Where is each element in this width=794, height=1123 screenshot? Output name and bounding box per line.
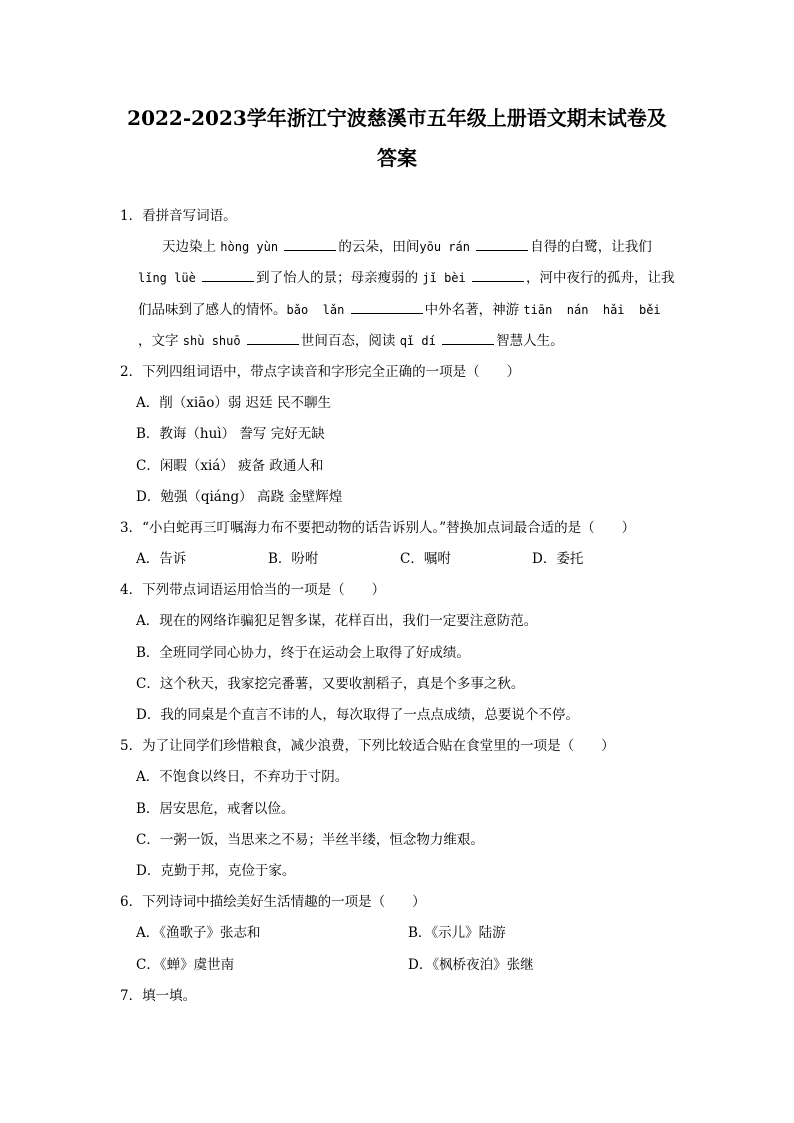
text: 天边染上 <box>162 239 221 256</box>
answer-blank[interactable] <box>202 267 254 282</box>
pinyin: bǎo lǎn <box>286 302 345 317</box>
answer-blank[interactable] <box>472 267 524 282</box>
text: 中外名著，神游 <box>424 301 524 318</box>
q1-line <box>120 263 680 294</box>
answer-blank[interactable] <box>442 330 494 345</box>
pinyin: jǐ bèi <box>422 271 466 286</box>
q2-option-a[interactable]: A．削（xiāo）弱 迟廷 民不聊生 <box>136 395 331 412</box>
q6-options-row <box>120 918 680 949</box>
text: 自得的白鹭，让我们 <box>530 239 652 256</box>
text: ，河中夜行的孤舟，让我 <box>526 270 675 287</box>
q3-option-b[interactable]: B．吩咐 <box>268 551 319 568</box>
document-title <box>0 98 794 178</box>
pinyin: tiān nán hǎi běi <box>523 302 661 317</box>
pinyin: shù shuō <box>182 333 241 348</box>
title-line-1: 2022-2023学年浙江宁波慈溪市五年级上册语文期末试卷及 <box>127 106 667 130</box>
text: 到了怡人的景；母亲瘦弱的 <box>256 270 423 287</box>
q5-option-a[interactable]: A．不饱食以终日，不弃功于寸阴。 <box>136 769 349 786</box>
q5-option-c[interactable]: C．一粥一饭，当思来之不易；半丝半缕，恒念物力维艰。 <box>136 831 484 848</box>
q2-option-d[interactable]: D．勉强（qiáng） 高跷 金壁辉煌 <box>136 488 343 505</box>
q4-option-a[interactable]: A．现在的网络诈骗犯足智多谋，花样百出，我们一定要注意防范。 <box>136 613 538 630</box>
q4-option-d[interactable]: D．我的同桌是个直言不讳的人，每次取得了一点点成绩，总要说个不停。 <box>136 707 579 723</box>
text: 的云朵，田间 <box>338 239 420 256</box>
q3-options <box>120 544 680 575</box>
text: 们品味到了感人的情怀。 <box>138 301 287 318</box>
q6-option-b[interactable]: B．《示儿》陆游 <box>408 925 506 942</box>
q2-stem: 2．下列四组词语中，带点字读音和字形完全正确的一项是（ ） <box>120 363 521 380</box>
q2-option-c[interactable]: C．闲暇（xiá） 疲备 政通人和 <box>136 457 324 474</box>
q6-option-a[interactable]: A．《渔歌子》张志和 <box>136 925 261 942</box>
q6-options-row <box>120 950 680 981</box>
title-line-2: 答案 <box>377 146 417 170</box>
pinyin: lǐng lüè <box>138 271 196 286</box>
q1-line <box>120 232 680 263</box>
text: 世间百态，阅读 <box>300 332 400 349</box>
q2-option-b[interactable]: B．教诲（huì） 誊写 完好无缺 <box>136 426 325 443</box>
q3-stem: 3．“小白蛇再三叮嘱海力布不要把动物的话告诉别人。”替换加点词最合适的是（ ） <box>120 519 636 536</box>
q1-line <box>120 326 680 357</box>
question-list <box>120 201 680 1012</box>
q4-option-b[interactable]: B．全班同学同心协力，终于在运动会上取得了好成绩。 <box>136 644 470 661</box>
q5-option-d[interactable]: D．克勤于邦，克俭于家。 <box>136 862 296 879</box>
q6-option-d[interactable]: D．《枫桥夜泊》张继 <box>408 956 534 973</box>
q5-stem: 5．为了让同学们珍惜粮食，减少浪费，下列比较适合贴在食堂里的一项是（ ） <box>120 738 615 755</box>
text: ，文字 <box>138 332 183 349</box>
pinyin: hòng yùn <box>220 240 279 255</box>
q5-option-b[interactable]: B．居安思危，戒奢以俭。 <box>136 800 295 817</box>
answer-blank[interactable] <box>284 236 336 251</box>
answer-blank[interactable] <box>247 330 299 345</box>
q3-option-c[interactable]: C．嘱咐 <box>400 551 451 568</box>
answer-blank[interactable] <box>476 236 528 251</box>
q6-option-c[interactable]: C．《蝉》虞世南 <box>136 956 235 973</box>
q6-stem: 6．下列诗词中描绘美好生活情趣的一项是（ ） <box>120 894 426 911</box>
q1-stem: 1．看拼音写词语。 <box>120 208 237 224</box>
q3-option-a[interactable]: A．告诉 <box>136 551 187 568</box>
q1-line <box>120 295 680 326</box>
q7-stem: 7．填一填。 <box>120 987 197 1004</box>
pinyin: yōu rán <box>419 240 470 255</box>
answer-blank[interactable] <box>351 299 423 314</box>
q3-option-d[interactable]: D．委托 <box>532 551 584 568</box>
pinyin: qǐ dí <box>399 333 436 348</box>
text: 智慧人生。 <box>496 332 564 349</box>
q4-stem: 4．下列带点词语运用恰当的一项是（ ） <box>120 582 386 599</box>
q4-option-c[interactable]: C．这个秋天，我家挖完番薯，又要收割稻子，真是个多事之秋。 <box>136 675 525 692</box>
